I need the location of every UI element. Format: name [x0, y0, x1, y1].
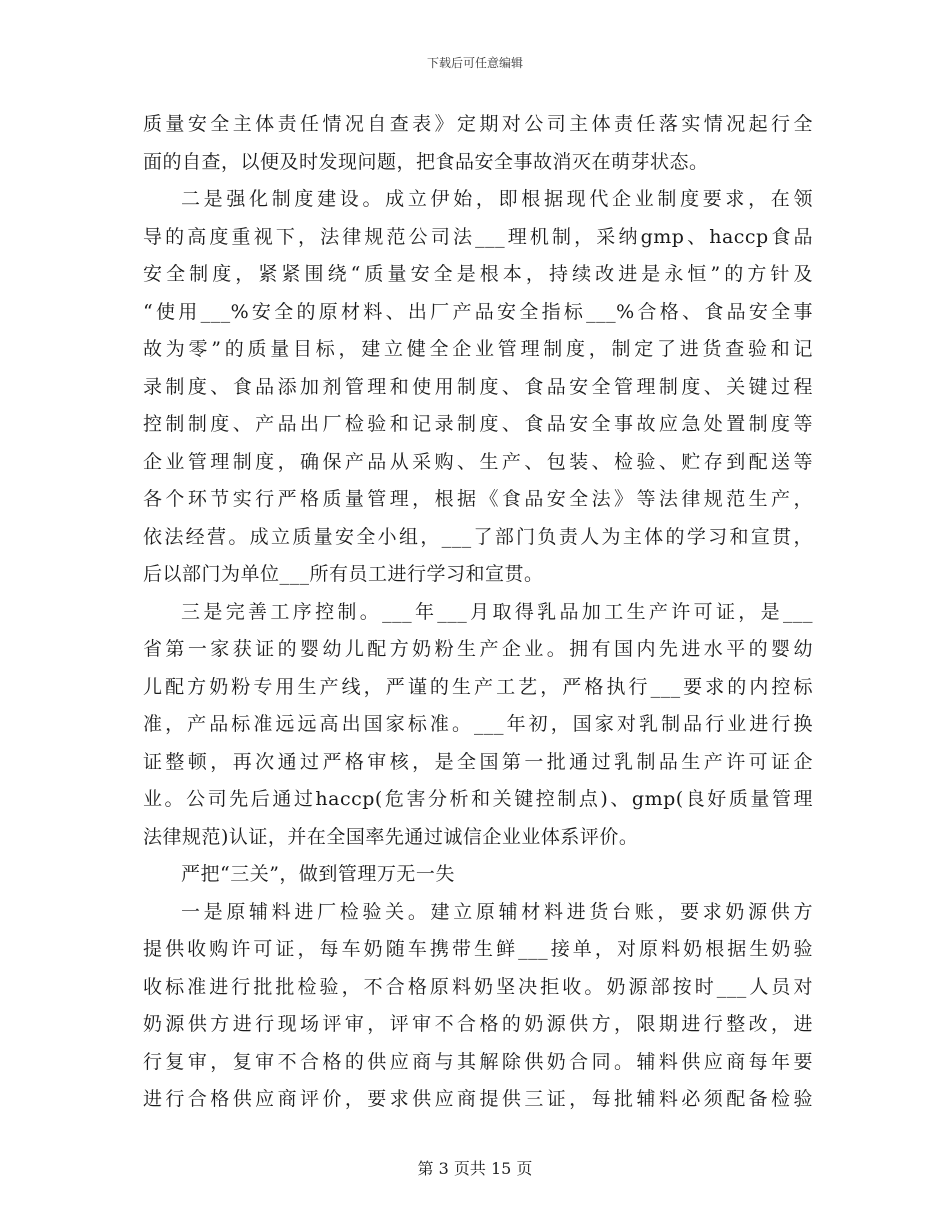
section-heading: 严把“三关”，做到管理万无一失: [181, 863, 455, 885]
text-line: 二是强化制度建设。成立伊始，即根据现代企业制度要求，在领: [181, 188, 813, 210]
text-line: 三是完善工序控制。___年___月取得乳品加工生产许可证，是___: [181, 600, 813, 623]
text-line: 后以部门为单位___所有员工进行学习和宣贯。: [143, 563, 544, 585]
text-line: 质量安全主体责任情况自查表》定期对公司主体责任落实情况起行全: [143, 113, 813, 135]
text-line: 一是原辅料进厂检验关。建立原辅材料进货台账，要求奶源供方: [181, 900, 813, 923]
page-number: 第 3 页共 15 页: [417, 1159, 533, 1178]
text-line: 导的高度重视下，法律规范公司法___理机制，采纳gmp、haccp食品: [143, 225, 813, 248]
text-line: 奶源供方进行现场评审，评审不合格的奶源供方，限期进行整改，进: [143, 1013, 813, 1035]
text-line: 故为零”的质量目标，建立健全企业管理制度，制定了进货查验和记: [143, 338, 813, 360]
text-line: 行复审，复审不合格的供应商与其解除供奶合同。辅料供应商每年要: [143, 1050, 813, 1073]
text-line: 面的自查，以便及时发现问题，把食品安全事故消灭在萌芽状态。: [143, 150, 709, 173]
text-line: 提供收购许可证，每车奶随车携带生鲜___接单，对原料奶根据生奶验: [143, 938, 813, 960]
text-line: 录制度、食品添加剂管理和使用制度、食品安全管理制度、关键过程: [143, 375, 813, 398]
text-line: 依法经营。成立质量安全小组，___了部门负责人为主体的学习和宣贯，: [143, 525, 813, 548]
text-line: 进行合格供应商评价，要求供应商提供三证，每批辅料必须配备检验: [143, 1088, 813, 1110]
text-line: 儿配方奶粉专用生产线，严谨的生产工艺，严格执行___要求的内控标: [143, 675, 813, 698]
text-line: 法律规范)认证，并在全国率先通过诚信企业业体系评价。: [143, 825, 639, 848]
text-line: 业。公司先后通过haccp(危害分析和关键控制点)、gmp(良好质量管理: [143, 788, 813, 810]
text-line: 收标准进行批批检验，不合格原料奶坚决拒收。奶源部按时___人员对: [143, 975, 813, 998]
text-line: 各个环节实行严格质量管理，根据《食品安全法》等法律规范生产，: [143, 488, 813, 510]
text-line: 准，产品标准远远高出国家标准。___年初，国家对乳制品行业进行换: [143, 713, 813, 735]
page-header: 下载后可任意编辑: [426, 56, 523, 70]
text-line: 控制制度、产品出厂检验和记录制度、食品安全事故应急处置制度等: [143, 413, 813, 435]
text-line: 省第一家获证的婴幼儿配方奶粉生产企业。拥有国内先进水平的婴幼: [143, 638, 813, 660]
text-line: 证整顿，再次通过严格审核，是全国第一批通过乳制品生产许可证企: [143, 750, 813, 773]
text-line: “使用___%安全的原材料、出厂产品安全指标___%合格、食品安全事: [143, 300, 813, 323]
document-body: [143, 106, 813, 1119]
text-line: 企业管理制度，确保产品从采购、生产、包装、检验、贮存到配送等: [143, 450, 813, 473]
text-line: 安全制度，紧紧围绕“质量安全是根本，持续改进是永恒”的方针及: [143, 263, 813, 285]
